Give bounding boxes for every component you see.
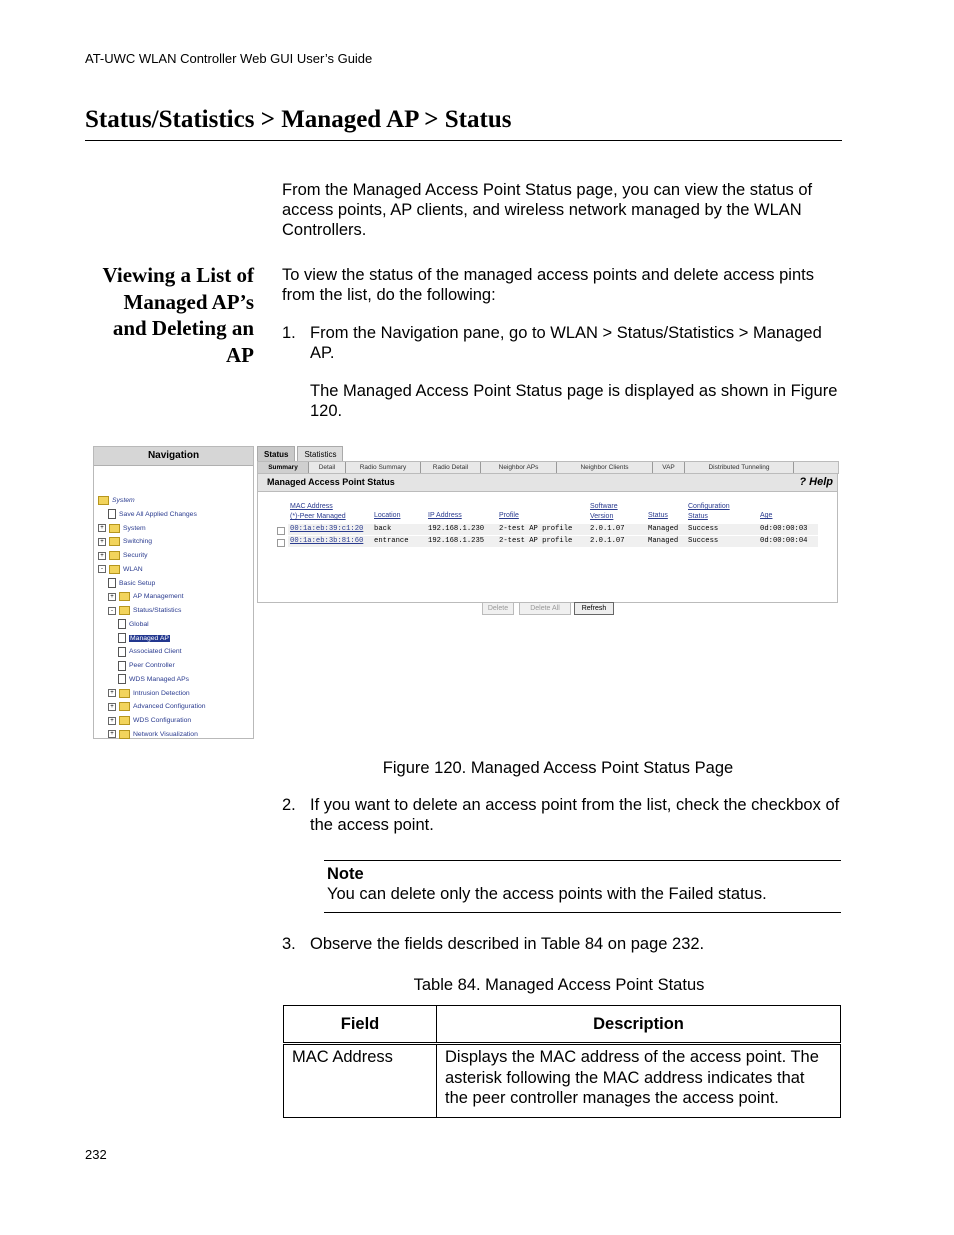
section-heading-line: and Deleting an (112, 316, 254, 340)
delete-button[interactable]: Delete (482, 602, 514, 615)
subtab[interactable]: Detail (309, 462, 346, 473)
mac-address-link[interactable]: 00:1a:eb:3b:81:60 (290, 537, 364, 545)
folder-icon (109, 537, 120, 546)
mac-address-link[interactable]: 00:1a:eb:39:c1:20 (290, 525, 364, 533)
folder-icon (109, 565, 120, 574)
folder-icon (109, 551, 120, 560)
nav-item[interactable] (108, 714, 191, 727)
note-title: Note (327, 865, 364, 883)
nav-item[interactable] (118, 645, 182, 658)
column-header[interactable]: Status (688, 513, 708, 520)
step-number: 3. (282, 935, 296, 953)
step-text: If you want to delete an access point from the list, check the checkbox of the access point. (310, 796, 840, 834)
step-text: From the Navigation pane, go to WLAN > Status/Statistics > Managed AP. (310, 324, 822, 362)
column-header[interactable]: Software (590, 503, 618, 510)
nav-item[interactable] (98, 522, 146, 535)
intro-paragraph: From the Managed Access Point Status page, you can view the status of access points, AP clients, and wireless network managed by the WLAN Controllers. (282, 181, 813, 239)
nav-item[interactable] (108, 577, 155, 590)
column-header[interactable]: Configuration (688, 503, 730, 510)
expand-icon[interactable]: + (108, 689, 116, 697)
nav-item-label: WLAN (123, 565, 143, 573)
table-cell: Success (688, 537, 719, 545)
subtab[interactable]: Distributed Tunneling (685, 462, 794, 473)
subtab[interactable]: Neighbor APs (481, 462, 557, 473)
expand-icon[interactable]: + (108, 703, 116, 711)
table-cell: Success (688, 525, 719, 533)
status-panel (257, 473, 838, 612)
expand-icon[interactable]: + (98, 552, 106, 560)
column-header[interactable]: Profile (499, 512, 519, 519)
column-header[interactable]: Status (648, 512, 668, 519)
column-header[interactable]: MAC Address (290, 503, 333, 510)
folder-icon (119, 730, 130, 739)
nav-item-label: Network Visualization (133, 730, 198, 738)
folder-icon (119, 702, 130, 711)
nav-item[interactable] (118, 659, 175, 672)
subtab[interactable]: Neighbor Clients (557, 462, 653, 473)
nav-item-label: Advanced Configuration (133, 703, 206, 711)
page-icon (118, 661, 126, 671)
nav-item[interactable] (108, 728, 198, 741)
folder-icon (119, 592, 130, 601)
page-icon (118, 633, 126, 643)
status-window (257, 446, 837, 612)
table-cell: 192.168.1.235 (428, 537, 485, 545)
nav-item-label: Save All Applied Changes (119, 510, 197, 518)
table-cell: Displays the MAC address of the access point. The asterisk following the MAC address indicates that the peer controller manages the access point. (437, 1044, 841, 1118)
expand-icon[interactable]: - (98, 565, 106, 573)
tab-status[interactable]: Status (257, 446, 295, 462)
navigation-title: Navigation (94, 447, 253, 466)
column-header[interactable]: (*)-Peer Managed (290, 513, 346, 520)
folder-icon (119, 689, 130, 698)
navigation-pane (93, 446, 254, 739)
table-header-cell: Description (437, 1006, 841, 1044)
nav-item-label: WDS Configuration (133, 717, 192, 724)
table-caption: Table 84. Managed Access Point Status (413, 976, 705, 994)
field-table (283, 1005, 841, 1118)
section-heading (85, 262, 254, 368)
title-rule (85, 140, 842, 141)
folder-icon (98, 496, 109, 505)
section-intro: To view the status of the managed access points and delete access pints from the list, do the following: (282, 266, 814, 304)
step-subtext: The Managed Access Point Status page is displayed as shown in Figure 120. (310, 382, 838, 420)
nav-item[interactable] (118, 673, 189, 686)
expand-icon[interactable]: + (98, 538, 106, 546)
page-icon (118, 674, 126, 684)
page-icon (108, 509, 116, 519)
nav-item-label: Status/Statistics (133, 607, 182, 614)
column-header[interactable]: Age (760, 512, 773, 519)
nav-item-label: Security (123, 552, 148, 559)
nav-item[interactable] (108, 604, 181, 617)
note-rule-top (324, 860, 841, 861)
table-cell: entrance (374, 537, 409, 545)
nav-item[interactable] (98, 494, 135, 507)
nav-item[interactable] (108, 508, 197, 521)
nav-item[interactable] (98, 549, 148, 562)
row-checkbox[interactable] (277, 539, 285, 547)
expand-icon[interactable]: + (108, 730, 116, 738)
table-cell: 0d:00:00:04 (760, 537, 808, 545)
nav-item-label: System (112, 497, 135, 504)
refresh-button[interactable]: Refresh (574, 602, 614, 615)
folder-icon (119, 716, 130, 725)
nav-item[interactable] (118, 632, 170, 645)
page-number: 232 (85, 1147, 107, 1162)
delete-all-button[interactable]: Delete All (519, 602, 571, 615)
subtab[interactable]: Radio Detail (421, 462, 481, 473)
nav-item-label: Global (129, 620, 149, 628)
column-header[interactable]: Version (590, 513, 614, 520)
folder-icon (119, 606, 130, 615)
table-cell: 2-test AP profile (499, 525, 573, 533)
row-checkbox[interactable] (277, 527, 285, 535)
nav-item-label: System (123, 524, 146, 532)
step-text: Observe the fields described in Table 84 on page 232. (310, 935, 705, 953)
nav-item[interactable] (118, 618, 149, 631)
expand-icon[interactable]: + (108, 717, 116, 725)
table-header-cell: Field (284, 1006, 437, 1044)
nav-item-label: Basic Setup (119, 579, 156, 587)
tab-statistics[interactable]: Statistics (297, 446, 343, 462)
table-cell: Managed (648, 525, 679, 533)
subtab[interactable]: VAP (653, 462, 685, 473)
note-text: You can delete only the access points with the Failed status. (327, 885, 767, 903)
nav-item-label: AP Management (133, 593, 184, 601)
page-icon (118, 619, 126, 629)
section-heading-line: AP (226, 342, 254, 367)
figure-caption: Figure 120. Managed Access Point Status Page (382, 759, 734, 777)
table-cell: 2.0.1.07 (590, 525, 625, 533)
page-icon (118, 647, 126, 657)
nav-item-label: WDS Managed APs (129, 675, 190, 683)
expand-icon[interactable]: + (108, 593, 116, 601)
table-cell: back (374, 525, 392, 533)
nav-item-label: Intrusion Detection (133, 689, 190, 697)
column-header[interactable]: IP Address (428, 512, 462, 519)
column-header[interactable]: Location (374, 512, 401, 519)
nav-item[interactable] (108, 700, 206, 713)
expand-icon[interactable]: + (98, 524, 106, 532)
section-heading-line: Managed AP’s (123, 289, 254, 314)
nav-item[interactable] (108, 687, 190, 700)
nav-item-label: Associated Client (129, 648, 182, 656)
subtab[interactable]: Radio Summary (346, 462, 421, 473)
nav-item-label: Peer Controller (129, 662, 175, 669)
page-icon (108, 578, 116, 588)
panel-header (258, 474, 837, 492)
table-cell: 192.168.1.230 (428, 525, 485, 533)
table-cell: 0d:00:00:03 (760, 525, 808, 533)
running-header: AT-UWC WLAN Controller Web GUI User’s Guide (85, 51, 373, 66)
subtab[interactable]: Summary (258, 462, 309, 473)
section-heading-line: Viewing a List of (102, 263, 254, 287)
page-title: Status/Statistics > Managed AP > Status (85, 106, 512, 133)
step-number: 2. (282, 796, 296, 814)
nav-item[interactable] (98, 535, 152, 548)
folder-icon (109, 524, 120, 533)
nav-item[interactable] (108, 590, 184, 603)
table-cell: Managed (648, 537, 679, 545)
table-cell: 2.0.1.07 (590, 537, 625, 545)
nav-item-label: Switching (123, 538, 153, 546)
table-cell: 2-test AP profile (499, 537, 573, 545)
expand-icon[interactable]: - (108, 607, 116, 615)
note-rule-bottom (324, 912, 841, 913)
help-link[interactable]: ? Help (799, 476, 833, 488)
table-cell: MAC Address (284, 1044, 437, 1118)
nav-item-label: Managed AP (130, 634, 169, 642)
panel-title: Managed Access Point Status (267, 477, 395, 487)
nav-item[interactable] (98, 563, 143, 576)
step-number: 1. (282, 324, 296, 342)
